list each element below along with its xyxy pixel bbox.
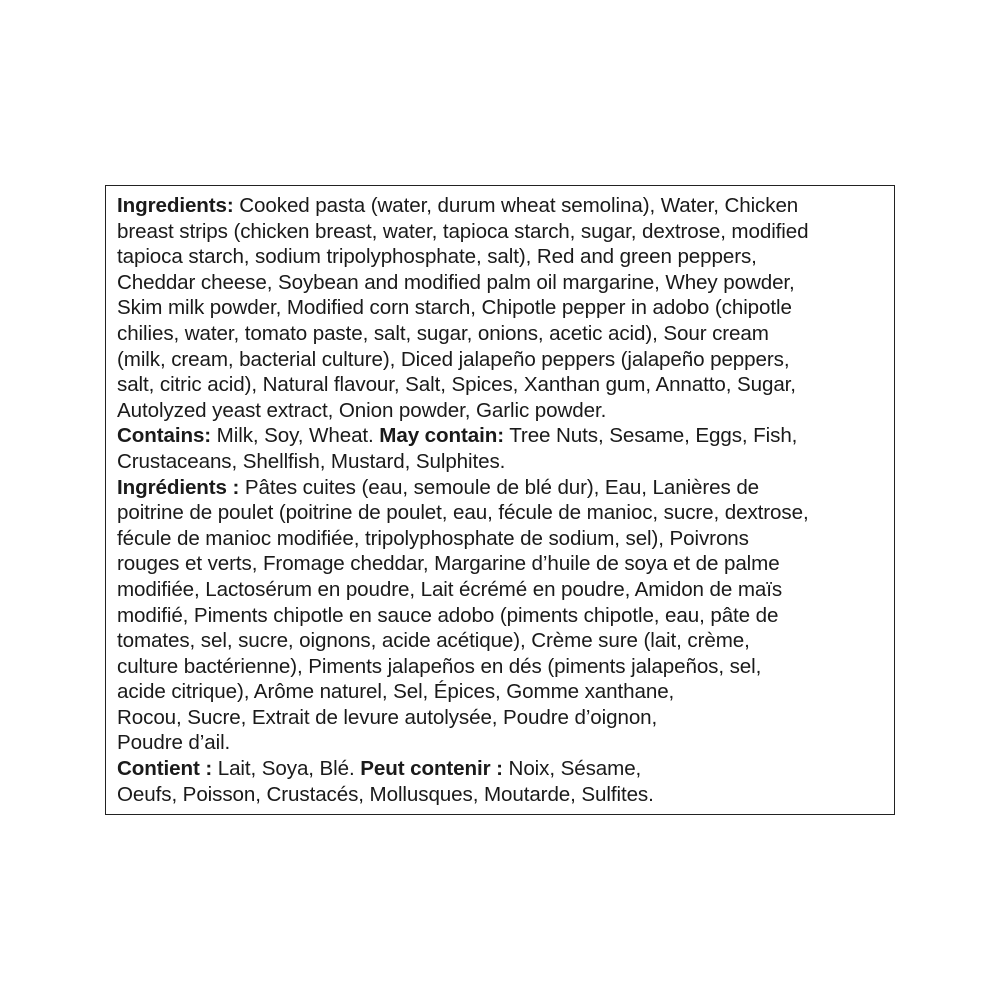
en-contains-text: Milk, Soy, Wheat. [211,424,380,448]
fr-allergens-line-2: Oeufs, Poisson, Crustacés, Mollusques, Moutarde, Sulfites. [117,782,654,806]
en-ingredients-line-7: (milk, cream, bacterial culture), Diced jalapeño peppers (jalapeño peppers, [117,347,790,371]
fr-contains-heading: Contient : [117,757,213,781]
en-ingredients-line-2: breast strips (chicken breast, water, tapioca starch, sugar, dextrose, modified [117,219,809,243]
fr-ingredients-line-4: rouges et verts, Fromage cheddar, Margarine d’huile de soya et de palme [117,552,780,576]
en-ingredients-heading: Ingredients: [117,194,234,217]
en-ingredients-line-8: salt, citric acid), Natural flavour, Salt, Spices, Xanthan gum, Annatto, Sugar, [117,373,796,397]
fr-ingredients-line-6: modifié, Piments chipotle en sauce adobo (piments chipotle, eau, pâte de [117,603,779,627]
fr-ingredients-line-11: Poudre d’ail. [117,731,231,755]
en-contains-heading: Contains: [117,424,212,448]
fr-ingredients-line-2: poitrine de poulet (poitrine de poulet, eau, fécule de manioc, sucre, dextrose, [117,501,809,525]
fr-allergens-line-1 [117,756,884,782]
fr-ingredients-line-9: acide citrique), Arôme naturel, Sel, Épices, Gomme xanthane, [117,680,675,704]
en-ingredients-line-6: chilies, water, tomato paste, salt, sugar, onions, acetic acid), Sour cream [117,321,769,345]
fr-ingredients-line-7: tomates, sel, sucre, oignons, acide acétique), Crème sure (lait, crème, [117,629,750,653]
fr-may-contain-text: Noix, Sésame, [502,757,642,781]
en-ingredients-text: Cooked pasta (water, durum wheat semolina), Water, Chicken [233,194,799,217]
en-may-contain-text: Tree Nuts, Sesame, Eggs, Fish, [503,424,798,448]
en-ingredients-line-9: Autolyzed yeast extract, Onion powder, Garlic powder. [117,398,607,422]
en-ingredients-line-5: Skim milk powder, Modified corn starch, Chipotle pepper in adobo (chipotle [117,296,792,320]
fr-ingredients-line-3: fécule de manioc modifiée, tripolyphosphate de sodium, sel), Poivrons [117,526,749,550]
fr-ingredients-line-5: modifiée, Lactosérum en poudre, Lait écrémé en poudre, Amidon de maïs [117,577,783,601]
ingredients-label [105,185,895,815]
en-ingredients-line-4: Cheddar cheese, Soybean and modified palm oil margarine, Whey powder, [117,270,795,294]
fr-ingredients-line-1 [117,475,884,501]
en-allergens-line-1 [117,423,884,449]
fr-contains-text: Lait, Soya, Blé. [212,757,361,781]
fr-ingredients-line-10: Rocou, Sucre, Extrait de levure autolysée, Poudre d’oignon, [117,705,658,729]
fr-ingredients-heading: Ingrédients : [117,475,240,499]
fr-ingredients-line-8: culture bactérienne), Piments jalapeños en dés (piments jalapeños, sel, [117,654,762,678]
en-ingredients-line-1 [117,193,884,219]
fr-ingredients-text: Pâtes cuites (eau, semoule de blé dur), Eau, Lanières de [239,475,760,499]
en-may-contain-heading: May contain: [379,424,504,448]
en-ingredients-line-3: tapioca starch, sodium tripolyphosphate, salt), Red and green peppers, [117,245,757,269]
fr-may-contain-heading: Peut contenir : [360,757,503,781]
en-allergens-line-2: Crustaceans, Shellfish, Mustard, Sulphites. [117,449,506,473]
